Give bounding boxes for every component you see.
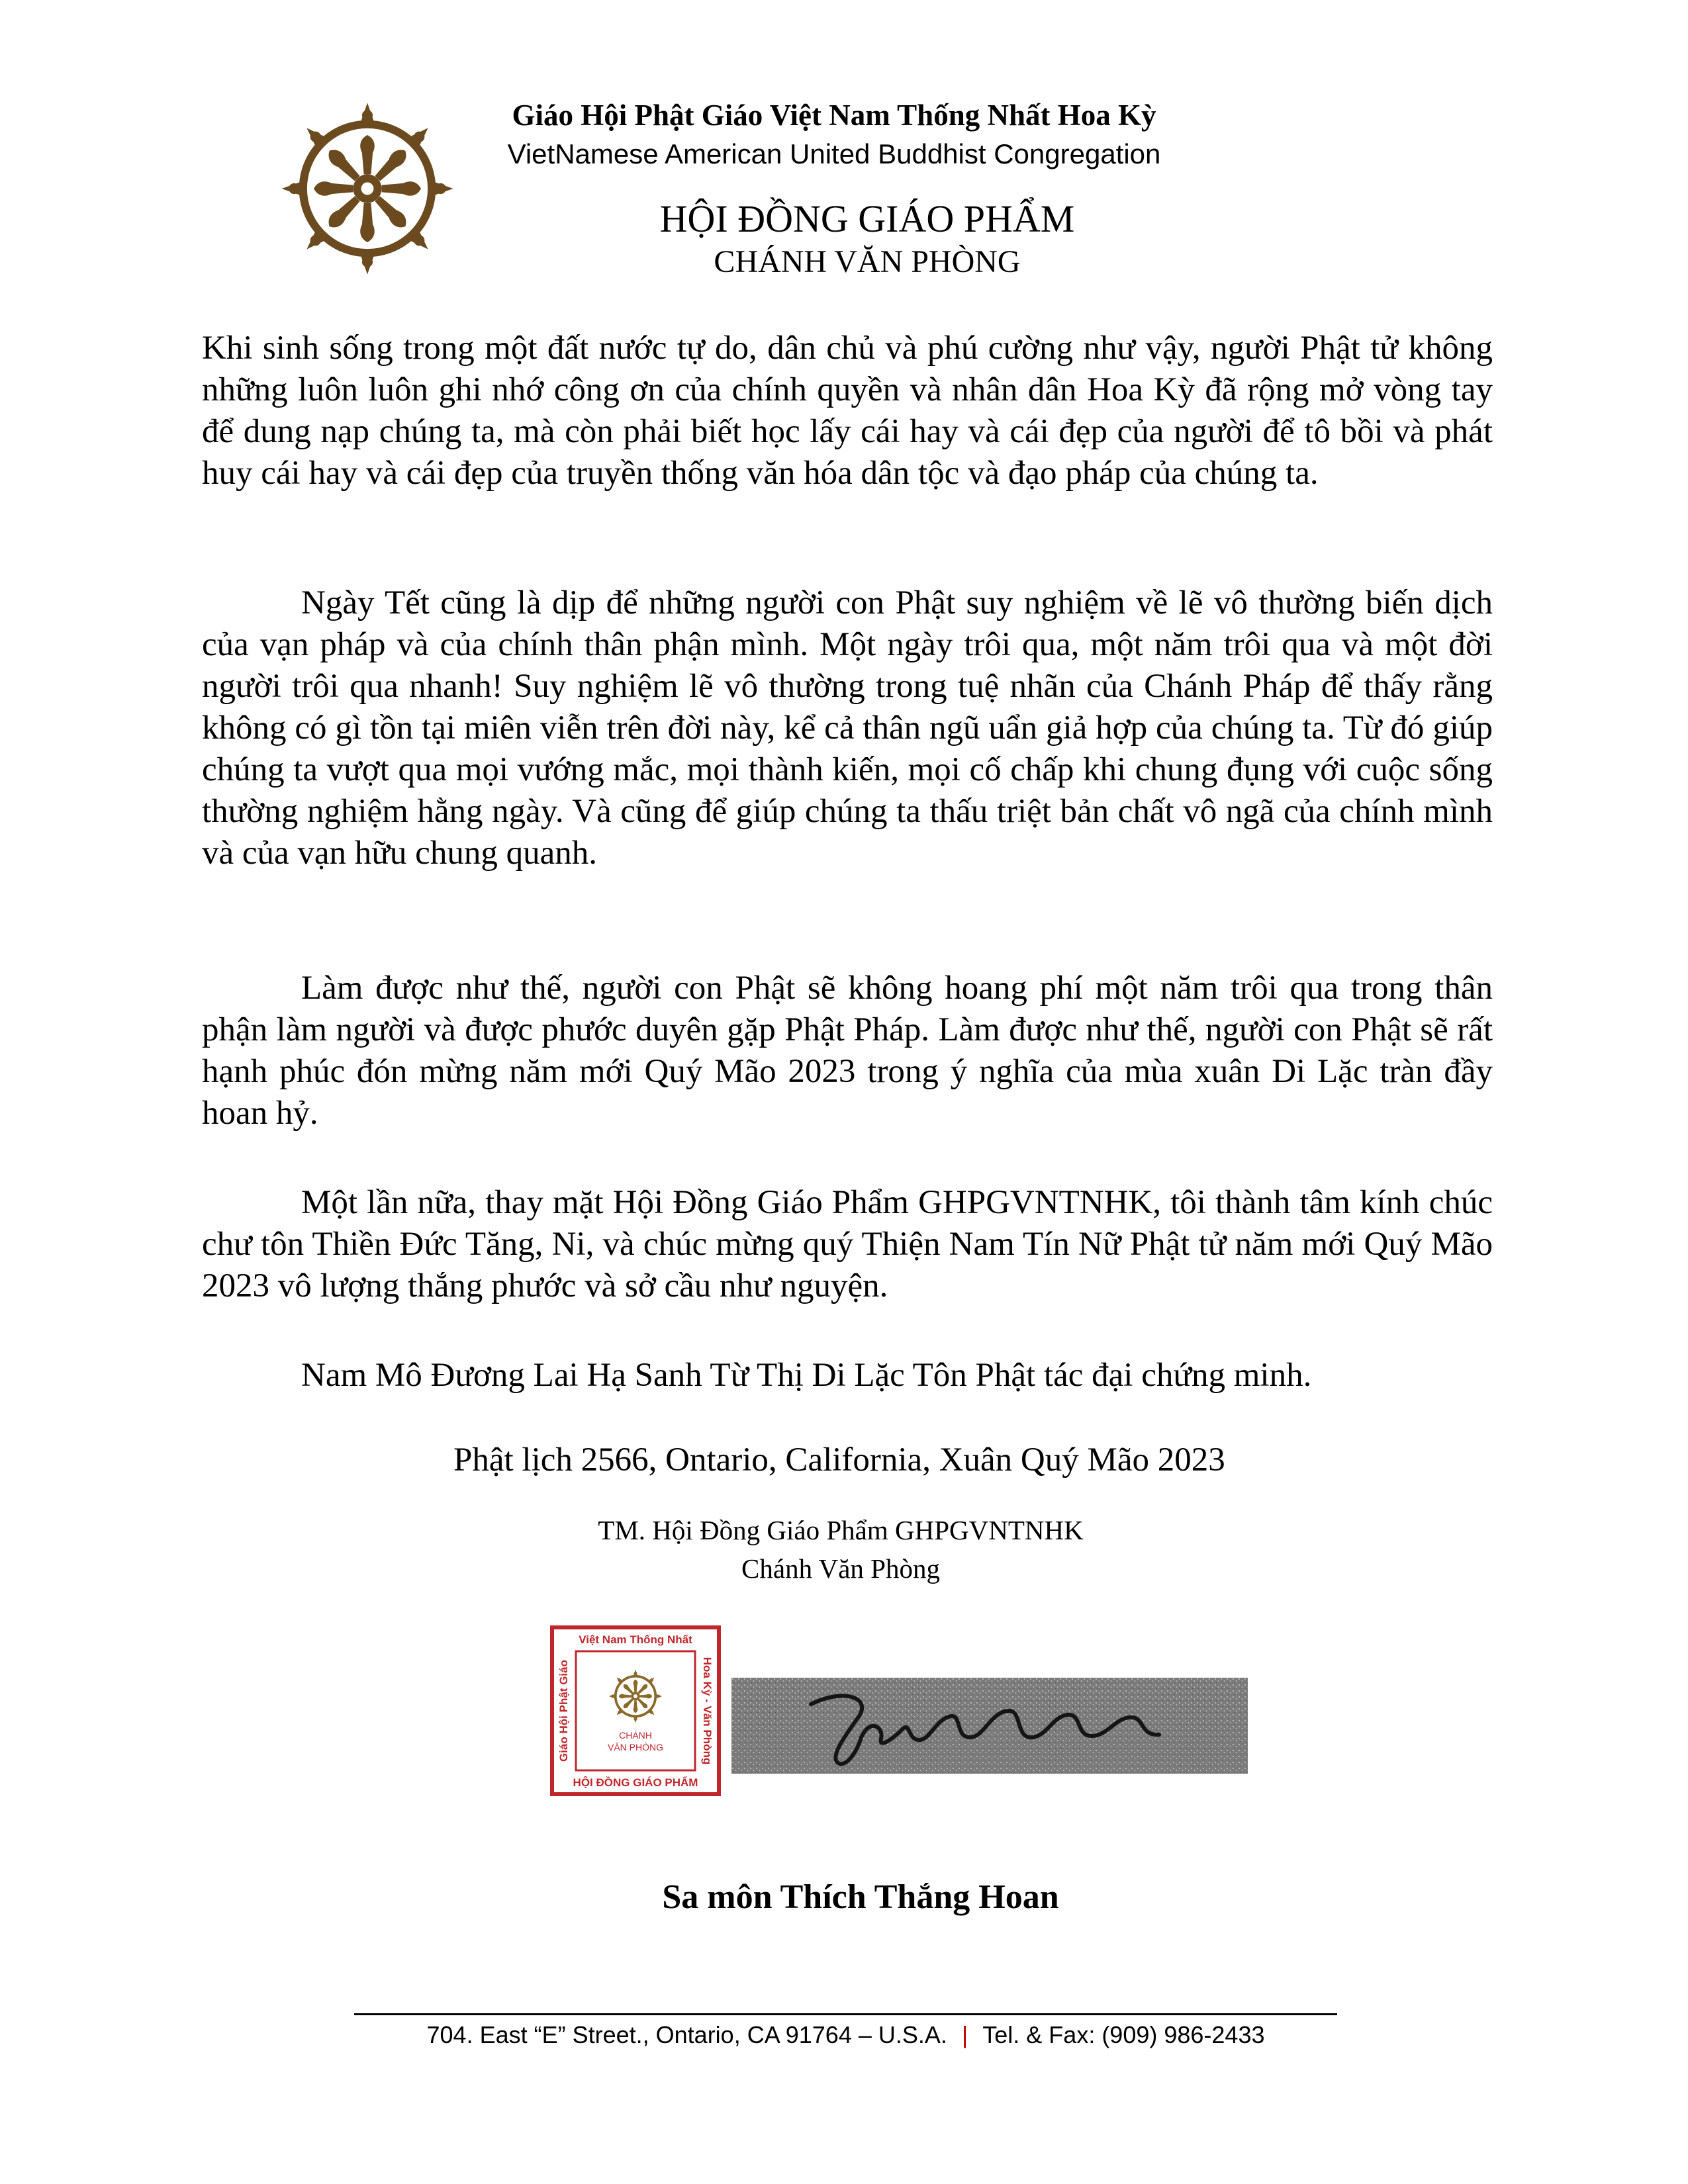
seal-top-text: Việt Nam Thống Nhất bbox=[579, 1633, 692, 1646]
footer-separator: | bbox=[961, 2021, 968, 2048]
footer-divider bbox=[354, 2013, 1337, 2015]
dharma-wheel-icon bbox=[278, 99, 457, 278]
letter-paragraph-4 bbox=[202, 1182, 1493, 1307]
paragraph-text: Ngày Tết cũng là dịp để những người con Phật suy nghiệm về lẽ vô thường biến dịch của vạn pháp và của chính thân phận mình. Một ngày trôi qua, một năm trôi qua và một đời người trôi qua nhanh! Suy nghiệm lẽ vô thường trong tuệ nhãn của Chánh Pháp để thấy rằng không có gì tồn tại miên viễn trên đời này, kể cả thân ngũ uẩn giả hợp của chúng ta. Từ đó giúp chúng ta vượt qua mọi vướng mắc, mọi thành kiến, mọi cố chấp khi chung đụng với cuộc sống thường nghiệm hằng ngày. Và cũng để giúp chúng ta thấu triệt bản chất vô ngã của chính mình và của vạn hữu chung quanh. bbox=[202, 584, 1493, 872]
footer-address: 704. East “E” Street., Ontario, CA 91764 – U.S.A. bbox=[426, 2021, 947, 2048]
letter-paragraph-2 bbox=[202, 582, 1493, 874]
dateline: Phật lịch 2566, Ontario, California, Xuân Quý Mão 2023 bbox=[453, 1441, 1225, 1479]
seal-center-line1: CHÁNH bbox=[619, 1730, 652, 1741]
organization-name-vi: Giáo Hội Phật Giáo Việt Nam Thống Nhất Hoa Kỳ bbox=[512, 99, 1156, 132]
footer-phone: Tel. & Fax: (909) 986-2433 bbox=[982, 2021, 1265, 2048]
council-name: HỘI ĐỒNG GIÁO PHẨM bbox=[659, 197, 1075, 240]
signatory-title: TM. Hội Đồng Giáo Phẩm GHPGVNTNHK bbox=[598, 1515, 1084, 1545]
handwritten-signature bbox=[731, 1678, 1248, 1774]
seal-bottom-text: HỘI ĐỒNG GIÁO PHẨM bbox=[573, 1776, 698, 1789]
letter-paragraph-1 bbox=[202, 328, 1493, 494]
paragraph-text: Làm được như thế, người con Phật sẽ không hoang phí một năm trôi qua trong thân phận làm người và được phước duyên gặp Phật Pháp. Làm được như thế, người con Phật sẽ rất hạnh phúc đón mừng năm mới Quý Mão 2023 trong ý nghĩa của mùa xuân Di Lặc tràn đầy hoan hỷ. bbox=[202, 970, 1493, 1132]
dharma-wheel-icon bbox=[609, 1670, 663, 1723]
letter-paragraph-3 bbox=[202, 968, 1493, 1134]
signatory-office: Chánh Văn Phòng bbox=[741, 1553, 940, 1584]
paragraph-text: Nam Mô Đương Lai Hạ Sanh Từ Thị Di Lặc Tôn Phật tác đại chứng minh. bbox=[301, 1357, 1312, 1394]
letter-paragraph-5 bbox=[202, 1355, 1493, 1396]
paragraph-text: Một lần nữa, thay mặt Hội Đồng Giáo Phẩm GHPGVNTNHK, tôi thành tâm kính chúc chư tôn Thiền Đức Tăng, Ni, và chúc mừng quý Thiện Nam Tín Nữ Phật tử năm mới Quý Mão 2023 vô lượng thắng phước và sở cầu như nguyện. bbox=[202, 1184, 1493, 1304]
seal-center-line2: VĂN PHÒNG bbox=[607, 1742, 664, 1752]
paragraph-text: Khi sinh sống trong một đất nước tự do, dân chủ và phú cường như vậy, người Phật tử không những luôn luôn ghi nhớ công ơn của chính quyền và nhân dân Hoa Kỳ đã rộng mở vòng tay để dung nạp chúng ta, mà còn phải biết học lấy cái hay và cái đẹp của người để tô bồi và phát huy cái hay và cái đẹp của truyền thống văn hóa dân tộc và đạo pháp của chúng ta. bbox=[202, 330, 1493, 492]
seal-left-text: Giáo Hội Phật Giáo bbox=[557, 1660, 570, 1762]
office-seal bbox=[549, 1625, 722, 1797]
footer bbox=[354, 2019, 1337, 2052]
signer-name: Sa môn Thích Thắng Hoan bbox=[662, 1878, 1059, 1916]
seal-right-text: Hoa Kỳ - Văn Phòng bbox=[701, 1657, 714, 1765]
office-name: CHÁNH VĂN PHÒNG bbox=[714, 244, 1021, 279]
organization-name-en: VietNamese American United Buddhist Congregation bbox=[507, 138, 1161, 169]
